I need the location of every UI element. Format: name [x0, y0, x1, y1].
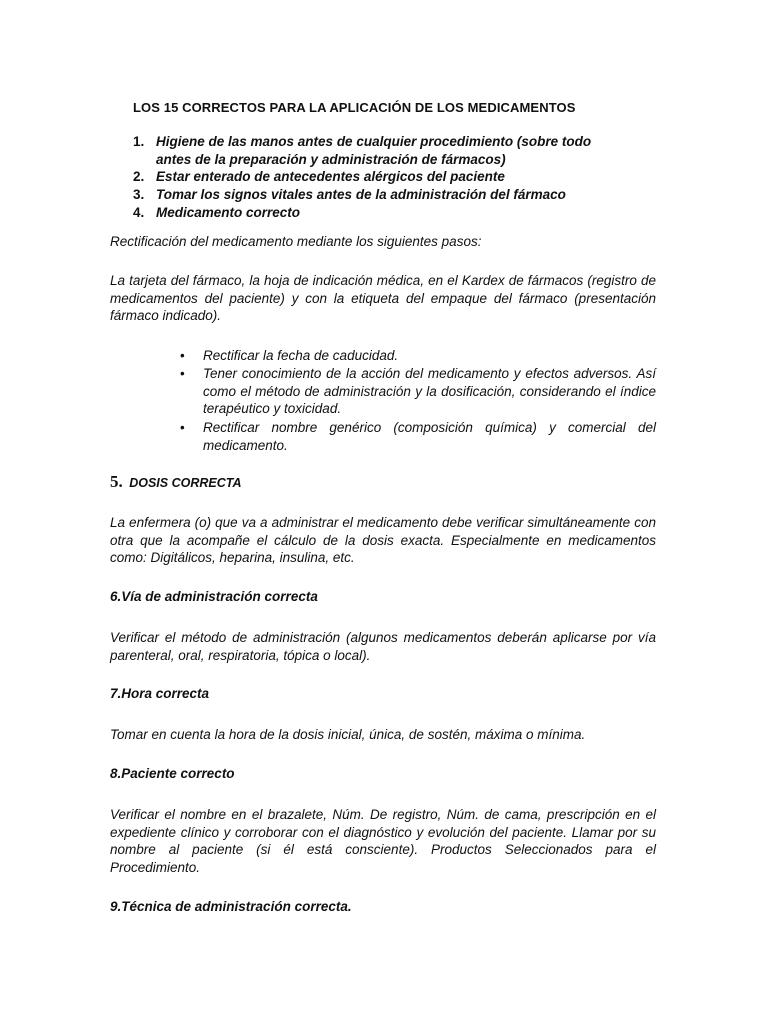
bullet-symbol: •	[180, 348, 185, 363]
bullet-text: Rectificar nombre genérico (composición química) y comercial del medicamento.	[203, 420, 656, 453]
section-6-text: Verificar el método de administración (algunos medicamentos deberán aplicarse por vía parenteral, oral, respiratoria, tópica o local).	[110, 630, 656, 663]
item-number: 3.	[133, 187, 145, 202]
card-paragraph: La tarjeta del fármaco, la hoja de indicación médica, en el Kardex de fármacos (registro de medicamentos del paciente) y con la etiqueta del empaque del fármaco (presentación fármaco indicado).	[110, 273, 656, 323]
section-7-heading: 7.Hora correcta	[110, 686, 210, 701]
item-text: Tomar los signos vitales antes de la administración del fármaco	[156, 187, 566, 202]
bullet-item-3	[180, 419, 656, 455]
numbered-item-1	[133, 133, 633, 169]
section-7-text: Tomar en cuenta la hora de la dosis inicial, única, de sostén, máxima o mínima.	[110, 727, 586, 742]
item-number: 4.	[133, 205, 145, 220]
section-9-heading: 9.Técnica de administración correcta.	[110, 899, 352, 914]
bullet-symbol: •	[180, 366, 185, 381]
item-number: 1.	[133, 134, 145, 149]
rectification-intro: Rectificación del medicamento mediante los siguientes pasos:	[110, 234, 482, 249]
item-text: Estar enterado de antecedentes alérgicos del paciente	[156, 169, 505, 184]
bullet-text: Rectificar la fecha de caducidad.	[203, 348, 399, 363]
item-number: 2.	[133, 169, 145, 184]
item-text: Medicamento correcto	[156, 205, 301, 220]
page-title: LOS 15 CORRECTOS PARA LA APLICACIÓN DE LOS MEDICAMENTOS	[133, 100, 576, 115]
section-5-number: 5.	[110, 472, 123, 491]
section-6-heading: 6.Vía de administración correcta	[110, 589, 318, 604]
bullet-item-2	[180, 365, 656, 419]
section-8-text: Verificar el nombre en el brazalete, Núm. De registro, Núm. de cama, prescripción en el expediente clínico y corroborar con el diagnóstico y evolución del paciente. Llamar por su nombre al paciente (si él está consciente). Productos Seleccionados para el Procedimiento.	[110, 807, 656, 875]
section-5-heading	[110, 472, 241, 492]
numbered-item-4	[133, 204, 633, 222]
bullet-item-1	[180, 347, 656, 365]
section-5-text: La enfermera (o) que va a administrar el medicamento debe verificar simultáneamente con otra que la acompañe el cálculo de la dosis exacta. Especialmente en medicamentos como: Digitálicos, heparina, insulina, etc.	[110, 515, 656, 565]
item-text: Higiene de las manos antes de cualquier procedimiento (sobre todo antes de la preparación y administración de fármacos)	[156, 134, 592, 167]
numbered-item-3	[133, 186, 633, 204]
section-8-heading: 8.Paciente correcto	[110, 766, 235, 781]
bullet-symbol: •	[180, 420, 185, 435]
bullet-text: Tener conocimiento de la acción del medicamento y efectos adversos. Así como el método de administración y la dosificación, considerando el índice terapéutico y toxicidad.	[203, 366, 656, 416]
section-5-title: DOSIS CORRECTA	[129, 476, 242, 490]
numbered-item-2	[133, 168, 633, 186]
